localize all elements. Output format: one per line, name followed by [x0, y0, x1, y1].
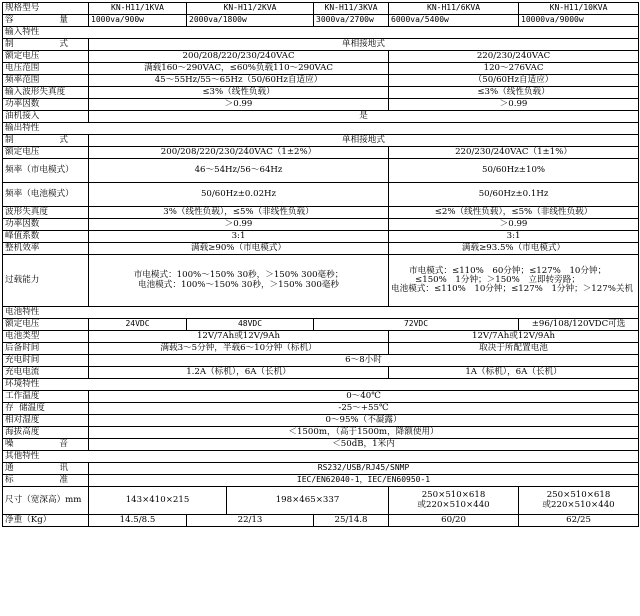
capacity-row [3, 15, 639, 27]
output-overload-label: 过载能力 [3, 255, 89, 307]
output-rated-voltage-2: 220/230/240VAC（1±1%） [389, 147, 639, 159]
battery-backup-1: 满载3～5分钟，半载6～10分钟（标机） [89, 343, 389, 355]
output-overload-1 [89, 255, 389, 307]
input-oil-value: 是 [89, 111, 639, 123]
battery-charge-time: 6～8小时 [89, 355, 639, 367]
size-6kva: 250×510×618 或220×510×440 [389, 487, 519, 515]
input-voltage-range-label: 电压范围 [3, 63, 89, 75]
output-system-label: 制 式 [3, 135, 89, 147]
output-rated-voltage-label: 额定电压 [3, 147, 89, 159]
section-other: 其他特性 [3, 451, 639, 463]
capacity-3kva: 3000va/2700w [314, 15, 389, 27]
input-freq-range-label: 频率范围 [3, 75, 89, 87]
battery-type-2: 12V/7Ah或12V/9Ah [389, 331, 639, 343]
size-10kva: 250×510×618 或220×510×440 [519, 487, 639, 515]
section-environment: 环境特性 [3, 379, 639, 391]
battery-backup-2: 取决于所配置电池 [389, 343, 639, 355]
battery-rv-96: ±96/108/120VDC可选 [519, 319, 639, 331]
input-rated-voltage-label: 额定电压 [3, 51, 89, 63]
other-comm: RS232/USB/RJ45/SNMP [89, 463, 639, 475]
battery-type-1: 12V/7Ah或12V/9Ah [89, 331, 389, 343]
section-battery: 电池特性 [3, 307, 639, 319]
input-rated-voltage-2: 220/230/240VAC [389, 51, 639, 63]
section-output: 输出特性 [3, 123, 639, 135]
other-weight-label: 净重（Kg） [3, 515, 89, 527]
input-oil-label: 油机接入 [3, 111, 89, 123]
env-altitude: ＜1500m，（高于1500m，降额使用） [89, 427, 639, 439]
model-1kva: KN-H11/1KVA [89, 3, 187, 15]
input-pf-2: ＞0.99 [389, 99, 639, 111]
input-thd-label: 输入波形失真度 [3, 87, 89, 99]
size-3kva: 198×465×337 [227, 487, 389, 515]
output-distortion-1: 3%（线性负载），≤5%（非线性负载） [89, 207, 389, 219]
weight-2kva: 22/13 [187, 515, 314, 527]
env-storage-label: 存 储温度 [3, 403, 89, 415]
env-storage: -25～+55℃ [89, 403, 639, 415]
output-system-value: 单相接地式 [89, 135, 639, 147]
battery-type-label: 电池类型 [3, 331, 89, 343]
capacity-10kva: 10000va/9000w [519, 15, 639, 27]
output-freq-mains-label: 频率（市电模式） [3, 159, 89, 183]
input-pf-1: ＞0.99 [89, 99, 389, 111]
battery-charge-current-1: 1.2A（标机），6A（长机） [89, 367, 389, 379]
output-freq-mains-2: 50/60Hz±10% [389, 159, 639, 183]
model-10kva: KN-H11/10KVA [519, 3, 639, 15]
output-freq-mains-1: 46～54Hz/56～64Hz [89, 159, 389, 183]
output-freq-batt-label: 频率（电池模式） [3, 183, 89, 207]
battery-charge-time-label: 充电时间 [3, 355, 89, 367]
output-crest-2: 3:1 [389, 231, 639, 243]
output-pf-1: ＞0.99 [89, 219, 389, 231]
other-std: IEC/EN62040-1，IEC/EN60950-1 [89, 475, 639, 487]
size-1-2kva: 143×410×215 [89, 487, 227, 515]
output-crest-label: 峰值系数 [3, 231, 89, 243]
output-freq-batt-1: 50/60Hz±0.02Hz [89, 183, 389, 207]
output-distortion-2: ≤2%（线性负载），≤5%（非线性负载） [389, 207, 639, 219]
output-freq-batt-2: 50/60Hz±0.1Hz [389, 183, 639, 207]
weight-3kva: 25/14.8 [314, 515, 389, 527]
output-overload-2 [389, 255, 639, 307]
output-pf-2: ＞0.99 [389, 219, 639, 231]
capacity-label: 容 量 [3, 15, 89, 27]
battery-charge-current-2: 1A（标机），6A（长机） [389, 367, 639, 379]
battery-rated-voltage-label: 额定电压 [3, 319, 89, 331]
input-freq-range-1: 45～55Hz/55～65Hz（50/60Hz自适应） [89, 75, 389, 87]
other-std-label: 标 准 [3, 475, 89, 487]
output-rated-voltage-1: 200/208/220/230/240VAC（1±2%） [89, 147, 389, 159]
env-op-temp-label: 工作温度 [3, 391, 89, 403]
weight-1kva: 14.5/8.5 [89, 515, 187, 527]
input-rated-voltage-1: 200/208/220/230/240VAC [89, 51, 389, 63]
weight-6kva: 60/20 [389, 515, 519, 527]
input-system-value: 单相接地式 [89, 39, 639, 51]
input-voltage-range-2: 120～276VAC [389, 63, 639, 75]
output-distortion-label: 波形失真度 [3, 207, 89, 219]
env-noise-label: 噪 音 [3, 439, 89, 451]
battery-rv-72: 72VDC [314, 319, 519, 331]
input-pf-label: 功率因数 [3, 99, 89, 111]
other-comm-label: 通 讯 [3, 463, 89, 475]
overload-battery-line: 电池模式：100%～150% 30秒，＞150% 300毫秒 [137, 279, 340, 290]
model-2kva: KN-H11/2KVA [187, 3, 314, 15]
capacity-2kva: 2000va/1800w [187, 15, 314, 27]
overload2-battery-line: 电池模式：≤110% 10分钟；≤127% 1分钟；＞127%关机 [391, 284, 634, 294]
model-3kva: KN-H11/3KVA [314, 3, 389, 15]
input-voltage-range-1: 满载160～290VAC，≤60%负载110～290VAC [89, 63, 389, 75]
section-input: 输入特性 [3, 27, 639, 39]
battery-rv-24: 24VDC [89, 319, 187, 331]
model-label: 规格型号 [3, 3, 89, 15]
weight-10kva: 62/25 [519, 515, 639, 527]
env-noise: ＜50dB，1米内 [89, 439, 639, 451]
input-freq-range-2: （50/60Hz自适应） [389, 75, 639, 87]
env-humidity-label: 相对湿度 [3, 415, 89, 427]
output-eff-1: 满载≥90%（市电模式） [89, 243, 389, 255]
battery-rv-48: 48VDC [187, 319, 314, 331]
input-thd-1: ≤3%（线性负载） [89, 87, 389, 99]
battery-charge-current-label: 充电电流 [3, 367, 89, 379]
capacity-1kva: 1000va/900w [89, 15, 187, 27]
model-6kva: KN-H11/6KVA [389, 3, 519, 15]
input-system-label: 制 式 [3, 39, 89, 51]
other-size-label: 尺寸（宽深高）mm [3, 487, 89, 515]
model-row [3, 3, 639, 15]
output-pf-label: 功率因数 [3, 219, 89, 231]
output-crest-1: 3:1 [89, 231, 389, 243]
overload2-mains-line: 市电模式：≤110% 60分钟；≤127% 10分钟； [409, 265, 607, 276]
env-humidity: 0～95%（不凝露） [89, 415, 639, 427]
env-altitude-label: 海拔高度 [3, 427, 89, 439]
ups-spec-table [2, 2, 639, 527]
output-eff-label: 整机效率 [3, 243, 89, 255]
input-thd-2: ≤3%（线性负载） [389, 87, 639, 99]
output-eff-2: 满载≥93.5%（市电模式） [389, 243, 639, 255]
battery-backup-label: 后备时间 [3, 343, 89, 355]
env-op-temp: 0～40℃ [89, 391, 639, 403]
capacity-6kva: 6000va/5400w [389, 15, 519, 27]
overload-mains-line: 市电模式：100%～150% 30秒，＞150% 300毫秒； [133, 270, 344, 281]
overload2-bypass-line: ≤150% 1分钟；＞150% 立即转旁路； [415, 274, 580, 285]
